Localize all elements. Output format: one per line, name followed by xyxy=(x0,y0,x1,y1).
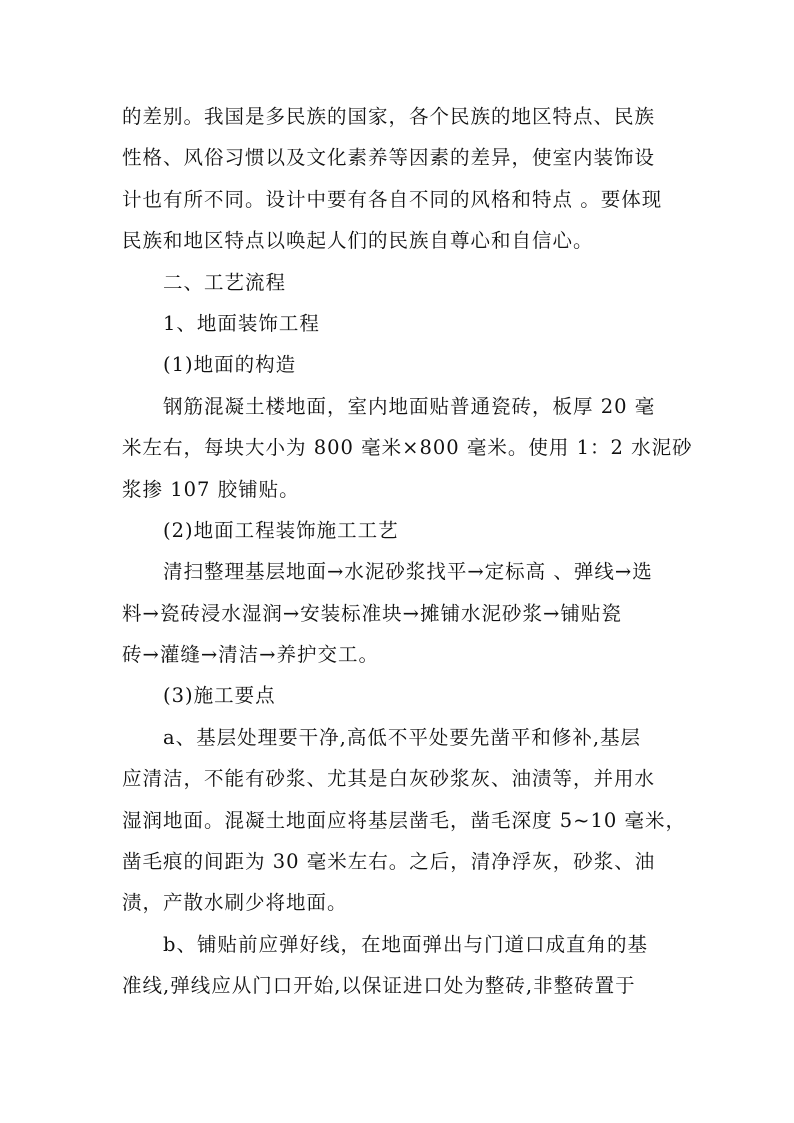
text-line: 湿润地面。混凝土地面应将基层凿毛，凿毛深度 5~10 毫米， xyxy=(122,808,686,832)
paragraph-point-b xyxy=(122,924,682,1007)
item-heading-floor-structure: (1)地面的构造 xyxy=(163,353,297,377)
section-heading-process: 二、工艺流程 xyxy=(163,270,287,294)
document-body xyxy=(122,96,693,1007)
paragraph-process-flow xyxy=(122,551,682,675)
subsection-heading-floor: 1、地面装饰工程 xyxy=(163,311,320,335)
text-line: 民族和地区特点以唤起人们的民族自尊心和自信心。 xyxy=(122,229,594,253)
text-line: 清扫整理基层地面→水泥砂浆找平→定标高 、弹线→选 xyxy=(163,560,653,584)
text-line: 应清洁，不能有砂浆、尤其是白灰砂浆灰、油渍等，并用水 xyxy=(122,767,656,791)
text-line: 渍，产散水刷少将地面。 xyxy=(122,891,348,915)
text-line: 钢筋混凝土楼地面，室内地面贴普通瓷砖，板厚 20 毫 xyxy=(163,394,656,418)
text-line: 的差别。我国是多民族的国家，各个民族的地区特点、民族 xyxy=(122,105,656,128)
text-line: 砖→灌缝→清洁→养护交工。 xyxy=(122,643,380,667)
text-line: b、铺贴前应弹好线，在地面弹出与门道口成直角的基 xyxy=(163,932,648,956)
paragraph-national-styles xyxy=(122,96,682,262)
paragraph-point-a xyxy=(122,717,686,924)
text-line: 计也有所不同。设计中要有各自不同的风格和特点 。要体现 xyxy=(122,187,663,211)
paragraph-floor-structure xyxy=(122,386,693,510)
text-line: 料→瓷砖浸水湿润→安装标准块→摊铺水泥砂浆→铺贴瓷 xyxy=(122,601,622,625)
text-line: a、基层处理要干净,高低不平处要先凿平和修补,基层 xyxy=(163,725,642,749)
item-heading-key-points: (3)施工要点 xyxy=(163,684,276,708)
text-line: 浆掺 107 胶铺贴。 xyxy=(122,477,300,501)
text-line: 米左右，每块大小为 800 毫米×800 毫米。使用 1：2 水泥砂 xyxy=(122,436,693,460)
text-line: 准线,弹线应从门口开始,以保证进口处为整砖,非整砖置于 xyxy=(122,974,636,998)
text-line: 性格、风俗习惯以及文化素养等因素的差异，使室内装饰设 xyxy=(122,146,656,170)
item-heading-construction-process: (2)地面工程装饰施工工艺 xyxy=(163,518,399,542)
text-line: 凿毛痕的间距为 30 毫米左右。之后，清净浮灰，砂浆、油 xyxy=(122,850,656,874)
